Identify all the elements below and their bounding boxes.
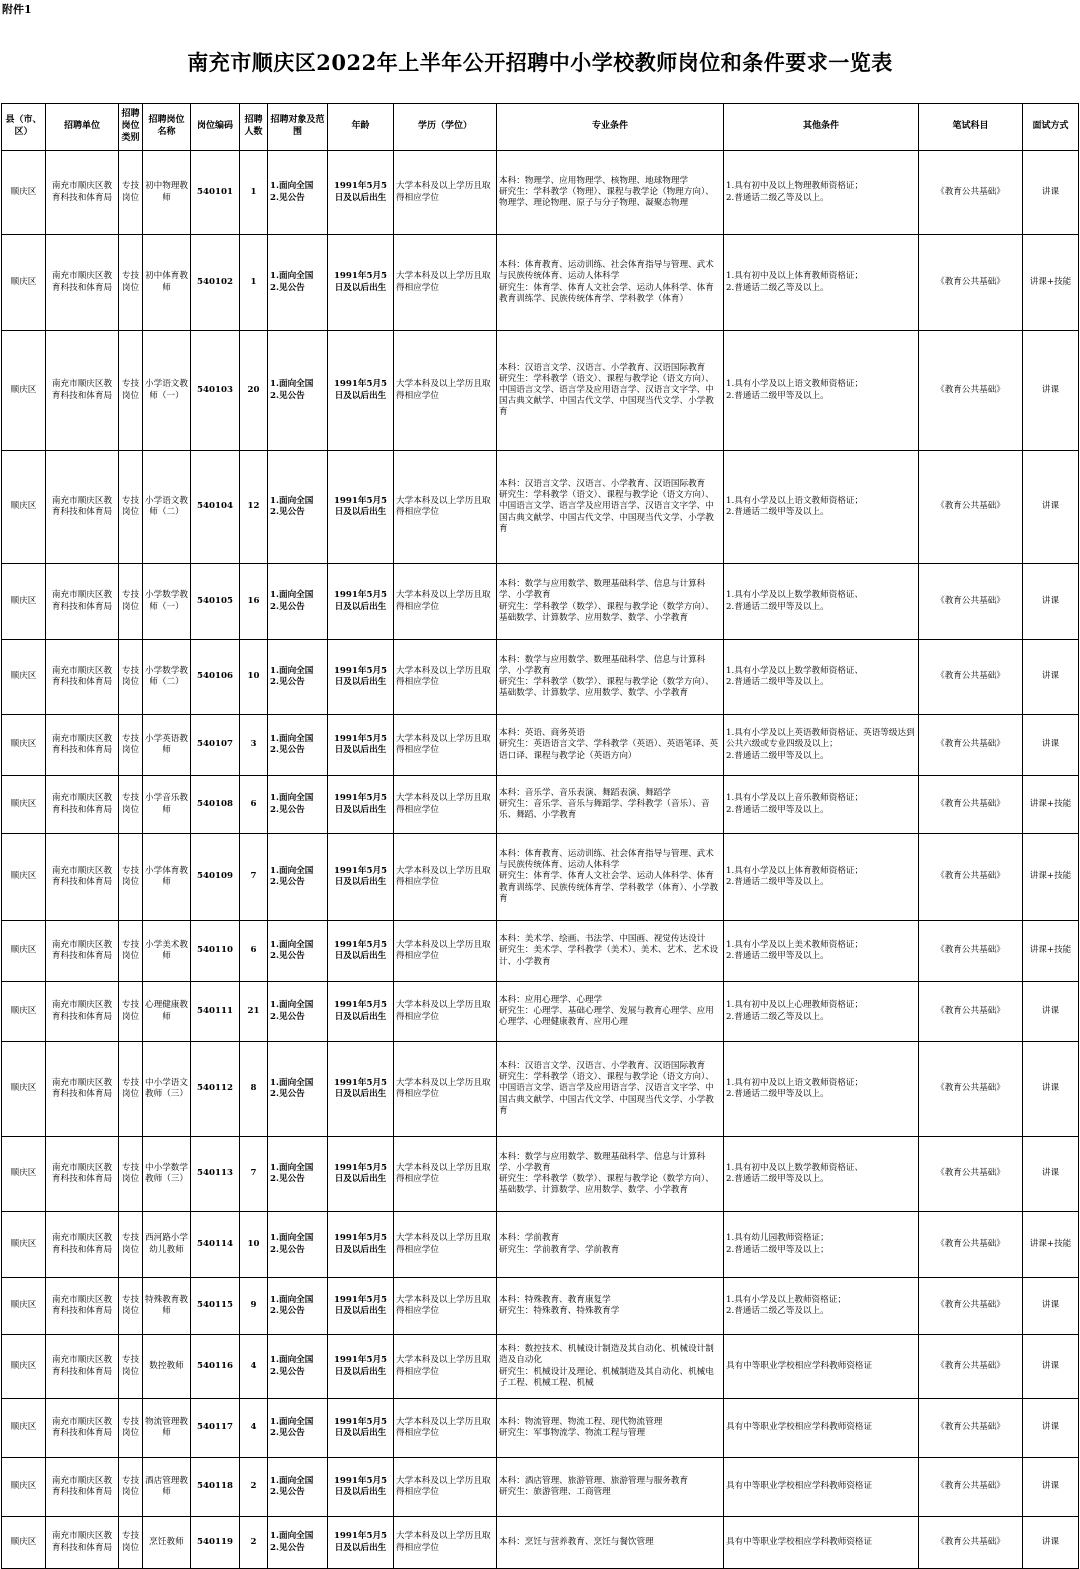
header-position-name: 招聘岗位名称 — [143, 104, 191, 151]
unit-cell: 南充市顺庆区教育科技和体育局 — [46, 640, 119, 715]
exam-cell: 《教育公共基础》 — [919, 776, 1023, 834]
code-cell: 540115 — [191, 1278, 240, 1335]
unit-cell: 南充市顺庆区教育科技和体育局 — [46, 564, 119, 640]
unit-cell: 南充市顺庆区教育科技和体育局 — [46, 151, 119, 235]
count-cell: 1 — [240, 235, 268, 331]
exam-cell: 《教育公共基础》 — [919, 1137, 1023, 1212]
other-cell: 具有中等职业学校相应学科教师资格证 — [724, 1335, 919, 1399]
table-row — [2, 1458, 1079, 1517]
exam-cell: 《教育公共基础》 — [919, 1042, 1023, 1137]
header-education: 学历（学位） — [394, 104, 497, 151]
position-name-cell: 小学语文教师（二） — [143, 451, 191, 564]
category-cell: 专技岗位 — [119, 451, 143, 564]
age-cell: 1991年5月5日及以后出生 — [328, 1399, 394, 1458]
scope-cell: 1.面向全国 2.见公告 — [268, 1335, 328, 1399]
age-cell: 1991年5月5日及以后出生 — [328, 564, 394, 640]
county-cell: 顺庆区 — [2, 1335, 46, 1399]
major-cell: 本科：物理学、应用物理学、核物理、地球物理学 研究生：学科教学（物理）、课程与教学论（物理方向）、物理学、理论物理、原子与分子物理、凝聚态物理 — [497, 151, 724, 235]
count-cell: 6 — [240, 776, 268, 834]
table-row — [2, 564, 1079, 640]
major-cell: 本科：物流管理、物流工程、现代物流管理 研究生：军事物流学、物流工程与管理 — [497, 1399, 724, 1458]
exam-cell: 《教育公共基础》 — [919, 235, 1023, 331]
category-cell: 专技岗位 — [119, 1137, 143, 1212]
exam-cell: 《教育公共基础》 — [919, 834, 1023, 921]
age-cell: 1991年5月5日及以后出生 — [328, 1517, 394, 1569]
scope-cell: 1.面向全国 2.见公告 — [268, 1137, 328, 1212]
age-cell: 1991年5月5日及以后出生 — [328, 1335, 394, 1399]
category-cell: 专技岗位 — [119, 331, 143, 451]
education-cell: 大学本科及以上学历且取得相应学位 — [394, 1137, 497, 1212]
age-cell: 1991年5月5日及以后出生 — [328, 1458, 394, 1517]
table-row — [2, 1399, 1079, 1458]
position-name-cell: 心理健康教师 — [143, 982, 191, 1042]
unit-cell: 南充市顺庆区教育科技和体育局 — [46, 235, 119, 331]
education-cell: 大学本科及以上学历且取得相应学位 — [394, 1458, 497, 1517]
other-cell: 1.具有幼儿园教师资格证； 2.普通话二级甲等及以上； — [724, 1212, 919, 1278]
header-category: 招聘岗位类别 — [119, 104, 143, 151]
unit-cell: 南充市顺庆区教育科技和体育局 — [46, 1517, 119, 1569]
scope-cell: 1.面向全国 2.见公告 — [268, 331, 328, 451]
interview-cell: 讲课 — [1023, 331, 1079, 451]
major-cell: 本科：体育教育、运动训练、社会体育指导与管理、武术与民族传统体育、运动人体科学 研究生：体育学、体育人文社会学、运动人体科学、体育教育训练学、民族传统体育学、学科教学（体育）、小学教育 — [497, 834, 724, 921]
education-cell: 大学本科及以上学历且取得相应学位 — [394, 921, 497, 982]
unit-cell: 南充市顺庆区教育科技和体育局 — [46, 451, 119, 564]
interview-cell: 讲课 — [1023, 640, 1079, 715]
education-cell: 大学本科及以上学历且取得相应学位 — [394, 776, 497, 834]
code-cell: 540103 — [191, 331, 240, 451]
recruitment-table — [1, 103, 1079, 1569]
age-cell: 1991年5月5日及以后出生 — [328, 1042, 394, 1137]
table-row — [2, 834, 1079, 921]
county-cell: 顺庆区 — [2, 151, 46, 235]
table-row — [2, 982, 1079, 1042]
scope-cell: 1.面向全国 2.见公告 — [268, 151, 328, 235]
education-cell: 大学本科及以上学历且取得相应学位 — [394, 1517, 497, 1569]
interview-cell: 讲课 — [1023, 982, 1079, 1042]
other-cell: 1.具有小学及以上美术教师资格证； 2.普通话二级甲等及以上。 — [724, 921, 919, 982]
table-row — [2, 1212, 1079, 1278]
interview-cell: 讲课+技能 — [1023, 834, 1079, 921]
county-cell: 顺庆区 — [2, 982, 46, 1042]
other-cell: 1.具有小学及以上语文教师资格证； 2.普通话二级甲等及以上。 — [724, 451, 919, 564]
other-cell: 1.具有小学及以上语文教师资格证； 2.普通话二级甲等及以上。 — [724, 331, 919, 451]
code-cell: 540108 — [191, 776, 240, 834]
count-cell: 7 — [240, 834, 268, 921]
category-cell: 专技岗位 — [119, 1278, 143, 1335]
count-cell: 20 — [240, 331, 268, 451]
county-cell: 顺庆区 — [2, 640, 46, 715]
position-name-cell: 小学美术教师 — [143, 921, 191, 982]
county-cell: 顺庆区 — [2, 1399, 46, 1458]
code-cell: 540102 — [191, 235, 240, 331]
other-cell: 具有中等职业学校相应学科教师资格证 — [724, 1458, 919, 1517]
exam-cell: 《教育公共基础》 — [919, 331, 1023, 451]
header-count: 招聘人数 — [240, 104, 268, 151]
scope-cell: 1.面向全国 2.见公告 — [268, 1212, 328, 1278]
header-interview: 面试方式 — [1023, 104, 1079, 151]
position-name-cell: 小学英语教师 — [143, 715, 191, 776]
unit-cell: 南充市顺庆区教育科技和体育局 — [46, 1458, 119, 1517]
table-row — [2, 1137, 1079, 1212]
other-cell: 1.具有初中及以上物理教师资格证； 2.普通话二级乙等及以上。 — [724, 151, 919, 235]
table-row — [2, 715, 1079, 776]
unit-cell: 南充市顺庆区教育科技和体育局 — [46, 1137, 119, 1212]
interview-cell: 讲课 — [1023, 564, 1079, 640]
age-cell: 1991年5月5日及以后出生 — [328, 1212, 394, 1278]
exam-cell: 《教育公共基础》 — [919, 1335, 1023, 1399]
major-cell: 本科：数学与应用数学、数理基础科学、信息与计算科学、小学教育 研究生：学科教学（数学）、课程与教学论（数学方向）、基础数学、计算数学、应用数学、数学、小学教育 — [497, 1137, 724, 1212]
code-cell: 540106 — [191, 640, 240, 715]
table-row — [2, 235, 1079, 331]
scope-cell: 1.面向全国 2.见公告 — [268, 1517, 328, 1569]
header-major: 专业条件 — [497, 104, 724, 151]
category-cell: 专技岗位 — [119, 1042, 143, 1137]
code-cell: 540117 — [191, 1399, 240, 1458]
category-cell: 专技岗位 — [119, 151, 143, 235]
interview-cell: 讲课 — [1023, 1042, 1079, 1137]
major-cell: 本科：数控技术、机械设计制造及其自动化、机械设计制造及自动化 研究生：机械设计及理论、机械制造及其自动化、机械电子工程、机械工程、机械 — [497, 1335, 724, 1399]
table-row — [2, 776, 1079, 834]
scope-cell: 1.面向全国 2.见公告 — [268, 564, 328, 640]
other-cell: 具有中等职业学校相应学科教师资格证 — [724, 1517, 919, 1569]
code-cell: 540119 — [191, 1517, 240, 1569]
scope-cell: 1.面向全国 2.见公告 — [268, 715, 328, 776]
major-cell: 本科：应用心理学、心理学 研究生：心理学、基础心理学、发展与教育心理学、应用心理学、心理健康教育、应用心理 — [497, 982, 724, 1042]
interview-cell: 讲课 — [1023, 715, 1079, 776]
header-scope: 招聘对象及范围 — [268, 104, 328, 151]
table-row — [2, 1042, 1079, 1137]
interview-cell: 讲课 — [1023, 1335, 1079, 1399]
education-cell: 大学本科及以上学历且取得相应学位 — [394, 451, 497, 564]
header-row — [2, 104, 1079, 151]
count-cell: 12 — [240, 451, 268, 564]
count-cell: 2 — [240, 1458, 268, 1517]
other-cell: 1.具有小学及以上数学教师资格证、 2.普通话二级甲等及以上。 — [724, 564, 919, 640]
code-cell: 540105 — [191, 564, 240, 640]
scope-cell: 1.面向全国 2.见公告 — [268, 982, 328, 1042]
unit-cell: 南充市顺庆区教育科技和体育局 — [46, 715, 119, 776]
position-name-cell: 初中体育教师 — [143, 235, 191, 331]
scope-cell: 1.面向全国 2.见公告 — [268, 921, 328, 982]
other-cell: 1.具有小学及以上体育教师资格证； 2.普通话二级甲等及以上。 — [724, 834, 919, 921]
code-cell: 540109 — [191, 834, 240, 921]
interview-cell: 讲课+技能 — [1023, 776, 1079, 834]
position-name-cell: 西河路小学幼儿教师 — [143, 1212, 191, 1278]
age-cell: 1991年5月5日及以后出生 — [328, 834, 394, 921]
age-cell: 1991年5月5日及以后出生 — [328, 451, 394, 564]
age-cell: 1991年5月5日及以后出生 — [328, 640, 394, 715]
other-cell: 1.具有小学及以上英语教师资格证、英语等级达到公共六级或专业四级及以上； 2.普通话二级甲等及以上。 — [724, 715, 919, 776]
major-cell: 本科：数学与应用数学、数理基础科学、信息与计算科学、小学教育 研究生：学科教学（数学）、课程与教学论（数学方向）、基础数学、计算数学、应用数学、数学、小学教育 — [497, 640, 724, 715]
county-cell: 顺庆区 — [2, 1212, 46, 1278]
education-cell: 大学本科及以上学历且取得相应学位 — [394, 151, 497, 235]
header-age: 年龄 — [328, 104, 394, 151]
table-row — [2, 921, 1079, 982]
unit-cell: 南充市顺庆区教育科技和体育局 — [46, 1335, 119, 1399]
age-cell: 1991年5月5日及以后出生 — [328, 1278, 394, 1335]
category-cell: 专技岗位 — [119, 1458, 143, 1517]
major-cell: 本科：汉语言文学、汉语言、小学教育、汉语国际教育 研究生：学科教学（语文）、课程与教学论（语文方向）、中国语言文学、语言学及应用语言学、汉语言文字学、中国古典文献学、中国古代文学、中国现当代文学、小学教育 — [497, 451, 724, 564]
category-cell: 专技岗位 — [119, 776, 143, 834]
county-cell: 顺庆区 — [2, 1458, 46, 1517]
county-cell: 顺庆区 — [2, 1278, 46, 1335]
interview-cell: 讲课 — [1023, 151, 1079, 235]
category-cell: 专技岗位 — [119, 235, 143, 331]
other-cell: 1.具有初中及以上数学教师资格证、 2.普通话二级甲等及以上。 — [724, 1137, 919, 1212]
page-title: 南充市顺庆区2022年上半年公开招聘中小学校教师岗位和条件要求一览表 — [187, 50, 893, 75]
exam-cell: 《教育公共基础》 — [919, 1458, 1023, 1517]
exam-cell: 《教育公共基础》 — [919, 1399, 1023, 1458]
education-cell: 大学本科及以上学历且取得相应学位 — [394, 235, 497, 331]
count-cell: 10 — [240, 640, 268, 715]
education-cell: 大学本科及以上学历且取得相应学位 — [394, 1278, 497, 1335]
unit-cell: 南充市顺庆区教育科技和体育局 — [46, 834, 119, 921]
interview-cell: 讲课+技能 — [1023, 1212, 1079, 1278]
header-unit: 招聘单位 — [46, 104, 119, 151]
exam-cell: 《教育公共基础》 — [919, 1278, 1023, 1335]
position-name-cell: 特殊教育教师 — [143, 1278, 191, 1335]
code-cell: 540113 — [191, 1137, 240, 1212]
unit-cell: 南充市顺庆区教育科技和体育局 — [46, 982, 119, 1042]
unit-cell: 南充市顺庆区教育科技和体育局 — [46, 1212, 119, 1278]
exam-cell: 《教育公共基础》 — [919, 982, 1023, 1042]
unit-cell: 南充市顺庆区教育科技和体育局 — [46, 921, 119, 982]
count-cell: 6 — [240, 921, 268, 982]
count-cell: 16 — [240, 564, 268, 640]
category-cell: 专技岗位 — [119, 921, 143, 982]
major-cell: 本科：学前教育 研究生：学前教育学、学前教育 — [497, 1212, 724, 1278]
table-row — [2, 1335, 1079, 1399]
county-cell: 顺庆区 — [2, 451, 46, 564]
county-cell: 顺庆区 — [2, 1517, 46, 1569]
county-cell: 顺庆区 — [2, 834, 46, 921]
count-cell: 9 — [240, 1278, 268, 1335]
other-cell: 1.具有小学及以上音乐教师资格证； 2.普通话二级甲等及以上。 — [724, 776, 919, 834]
table-row — [2, 151, 1079, 235]
category-cell: 专技岗位 — [119, 1517, 143, 1569]
count-cell: 4 — [240, 1399, 268, 1458]
major-cell: 本科：体育教育、运动训练、社会体育指导与管理、武术与民族传统体育、运动人体科学 研究生：体育学、体育人文社会学、运动人体科学、体育教育训练学、民族传统体育学、学科教学（体育） — [497, 235, 724, 331]
scope-cell: 1.面向全国 2.见公告 — [268, 834, 328, 921]
position-name-cell: 酒店管理教师 — [143, 1458, 191, 1517]
code-cell: 540111 — [191, 982, 240, 1042]
major-cell: 本科：数学与应用数学、数理基础科学、信息与计算科学、小学教育 研究生：学科教学（数学）、课程与教学论（数学方向）、基础数学、计算数学、应用数学、数学、小学教育 — [497, 564, 724, 640]
scope-cell: 1.面向全国 2.见公告 — [268, 1042, 328, 1137]
category-cell: 专技岗位 — [119, 982, 143, 1042]
code-cell: 540101 — [191, 151, 240, 235]
county-cell: 顺庆区 — [2, 715, 46, 776]
major-cell: 本科：特殊教育、教育康复学 研究生：特殊教育、特殊教育学 — [497, 1278, 724, 1335]
code-cell: 540112 — [191, 1042, 240, 1137]
category-cell: 专技岗位 — [119, 1399, 143, 1458]
exam-cell: 《教育公共基础》 — [919, 715, 1023, 776]
code-cell: 540118 — [191, 1458, 240, 1517]
age-cell: 1991年5月5日及以后出生 — [328, 1137, 394, 1212]
category-cell: 专技岗位 — [119, 1335, 143, 1399]
count-cell: 4 — [240, 1335, 268, 1399]
count-cell: 1 — [240, 151, 268, 235]
interview-cell: 讲课 — [1023, 1399, 1079, 1458]
position-name-cell: 小学体育教师 — [143, 834, 191, 921]
education-cell: 大学本科及以上学历且取得相应学位 — [394, 1042, 497, 1137]
header-exam: 笔试科目 — [919, 104, 1023, 151]
count-cell: 21 — [240, 982, 268, 1042]
other-cell: 1.具有小学及以上数学教师资格证、 2.普通话二级甲等及以上。 — [724, 640, 919, 715]
header-other: 其他条件 — [724, 104, 919, 151]
age-cell: 1991年5月5日及以后出生 — [328, 982, 394, 1042]
count-cell: 8 — [240, 1042, 268, 1137]
other-cell: 1.具有初中及以上语文教师资格证； 2.普通话二级甲等及以上。 — [724, 1042, 919, 1137]
category-cell: 专技岗位 — [119, 1212, 143, 1278]
major-cell: 本科：烹饪与营养教育、烹饪与餐饮管理 — [497, 1517, 724, 1569]
category-cell: 专技岗位 — [119, 834, 143, 921]
table-row — [2, 331, 1079, 451]
education-cell: 大学本科及以上学历且取得相应学位 — [394, 1399, 497, 1458]
attachment-label: 附件1 — [2, 3, 32, 16]
code-cell: 540110 — [191, 921, 240, 982]
position-name-cell: 小学数学教师（一） — [143, 564, 191, 640]
category-cell: 专技岗位 — [119, 715, 143, 776]
exam-cell: 《教育公共基础》 — [919, 640, 1023, 715]
scope-cell: 1.面向全国 2.见公告 — [268, 776, 328, 834]
scope-cell: 1.面向全国 2.见公告 — [268, 1399, 328, 1458]
code-cell: 540114 — [191, 1212, 240, 1278]
position-name-cell: 小学音乐教师 — [143, 776, 191, 834]
position-name-cell: 物流管理教师 — [143, 1399, 191, 1458]
header-county: 县（市、区） — [2, 104, 46, 151]
other-cell: 1.具有初中及以上心理教师资格证； 2.普通话二级乙等及以上。 — [724, 982, 919, 1042]
interview-cell: 讲课+技能 — [1023, 235, 1079, 331]
age-cell: 1991年5月5日及以后出生 — [328, 331, 394, 451]
category-cell: 专技岗位 — [119, 564, 143, 640]
exam-cell: 《教育公共基础》 — [919, 151, 1023, 235]
scope-cell: 1.面向全国 2.见公告 — [268, 235, 328, 331]
age-cell: 1991年5月5日及以后出生 — [328, 776, 394, 834]
education-cell: 大学本科及以上学历且取得相应学位 — [394, 1212, 497, 1278]
count-cell: 7 — [240, 1137, 268, 1212]
count-cell: 2 — [240, 1517, 268, 1569]
major-cell: 本科：英语、商务英语 研究生：英语语言文学、学科教学（英语）、英语笔译、英语口译、课程与教学论（英语方向） — [497, 715, 724, 776]
exam-cell: 《教育公共基础》 — [919, 451, 1023, 564]
position-name-cell: 中小学语文教师（三） — [143, 1042, 191, 1137]
category-cell: 专技岗位 — [119, 640, 143, 715]
age-cell: 1991年5月5日及以后出生 — [328, 921, 394, 982]
code-cell: 540104 — [191, 451, 240, 564]
position-name-cell: 数控教师 — [143, 1335, 191, 1399]
interview-cell: 讲课 — [1023, 1517, 1079, 1569]
exam-cell: 《教育公共基础》 — [919, 564, 1023, 640]
header-code: 岗位编码 — [191, 104, 240, 151]
county-cell: 顺庆区 — [2, 1042, 46, 1137]
county-cell: 顺庆区 — [2, 564, 46, 640]
county-cell: 顺庆区 — [2, 331, 46, 451]
interview-cell: 讲课 — [1023, 451, 1079, 564]
unit-cell: 南充市顺庆区教育科技和体育局 — [46, 1399, 119, 1458]
major-cell: 本科：汉语言文学、汉语言、小学教育、汉语国际教育 研究生：学科教学（语文）、课程与教学论（语文方向）、中国语言文学、语言学及应用语言学、汉语言文字学、中国古典文献学、中国古代文学、中国现当代文学、小学教育 — [497, 1042, 724, 1137]
count-cell: 3 — [240, 715, 268, 776]
unit-cell: 南充市顺庆区教育科技和体育局 — [46, 1278, 119, 1335]
exam-cell: 《教育公共基础》 — [919, 1212, 1023, 1278]
interview-cell: 讲课+技能 — [1023, 921, 1079, 982]
exam-cell: 《教育公共基础》 — [919, 921, 1023, 982]
county-cell: 顺庆区 — [2, 1137, 46, 1212]
education-cell: 大学本科及以上学历且取得相应学位 — [394, 564, 497, 640]
county-cell: 顺庆区 — [2, 235, 46, 331]
position-name-cell: 烹饪教师 — [143, 1517, 191, 1569]
code-cell: 540116 — [191, 1335, 240, 1399]
education-cell: 大学本科及以上学历且取得相应学位 — [394, 715, 497, 776]
interview-cell: 讲课 — [1023, 1278, 1079, 1335]
education-cell: 大学本科及以上学历且取得相应学位 — [394, 982, 497, 1042]
age-cell: 1991年5月5日及以后出生 — [328, 715, 394, 776]
position-name-cell: 初中物理教师 — [143, 151, 191, 235]
interview-cell: 讲课 — [1023, 1137, 1079, 1212]
code-cell: 540107 — [191, 715, 240, 776]
other-cell: 1.具有小学及以上教师资格证； 2.普通话二级乙等及以上。 — [724, 1278, 919, 1335]
unit-cell: 南充市顺庆区教育科技和体育局 — [46, 776, 119, 834]
unit-cell: 南充市顺庆区教育科技和体育局 — [46, 331, 119, 451]
scope-cell: 1.面向全国 2.见公告 — [268, 451, 328, 564]
position-name-cell: 小学语文教师（一） — [143, 331, 191, 451]
table-row — [2, 1278, 1079, 1335]
other-cell: 具有中等职业学校相应学科教师资格证 — [724, 1399, 919, 1458]
education-cell: 大学本科及以上学历且取得相应学位 — [394, 331, 497, 451]
education-cell: 大学本科及以上学历且取得相应学位 — [394, 834, 497, 921]
count-cell: 10 — [240, 1212, 268, 1278]
exam-cell: 《教育公共基础》 — [919, 1517, 1023, 1569]
table-row — [2, 451, 1079, 564]
interview-cell: 讲课 — [1023, 1458, 1079, 1517]
major-cell: 本科：美术学、绘画、书法学、中国画、视觉传达设计 研究生：美术学、学科教学（美术）、美术、艺术、艺术设计、小学教育 — [497, 921, 724, 982]
county-cell: 顺庆区 — [2, 921, 46, 982]
table-row — [2, 1517, 1079, 1569]
education-cell: 大学本科及以上学历且取得相应学位 — [394, 640, 497, 715]
other-cell: 1.具有初中及以上体育教师资格证； 2.普通话二级乙等及以上。 — [724, 235, 919, 331]
scope-cell: 1.面向全国 2.见公告 — [268, 1458, 328, 1517]
county-cell: 顺庆区 — [2, 776, 46, 834]
table-row — [2, 640, 1079, 715]
position-name-cell: 小学数学教师（二） — [143, 640, 191, 715]
education-cell: 大学本科及以上学历且取得相应学位 — [394, 1335, 497, 1399]
scope-cell: 1.面向全国 2.见公告 — [268, 1278, 328, 1335]
unit-cell: 南充市顺庆区教育科技和体育局 — [46, 1042, 119, 1137]
position-name-cell: 中小学数学教师（三） — [143, 1137, 191, 1212]
age-cell: 1991年5月5日及以后出生 — [328, 235, 394, 331]
major-cell: 本科：汉语言文学、汉语言、小学教育、汉语国际教育 研究生：学科教学（语文）、课程与教学论（语文方向）、中国语言文学、语言学及应用语言学、汉语言文字学、中国古典文献学、中国古代文学、中国现当代文学、小学教育 — [497, 331, 724, 451]
major-cell: 本科：音乐学、音乐表演、舞蹈表演、舞蹈学 研究生：音乐学、音乐与舞蹈学、学科教学（音乐）、音乐、舞蹈、小学教育 — [497, 776, 724, 834]
scope-cell: 1.面向全国 2.见公告 — [268, 640, 328, 715]
age-cell: 1991年5月5日及以后出生 — [328, 151, 394, 235]
major-cell: 本科：酒店管理、旅游管理、旅游管理与服务教育 研究生：旅游管理、工商管理 — [497, 1458, 724, 1517]
